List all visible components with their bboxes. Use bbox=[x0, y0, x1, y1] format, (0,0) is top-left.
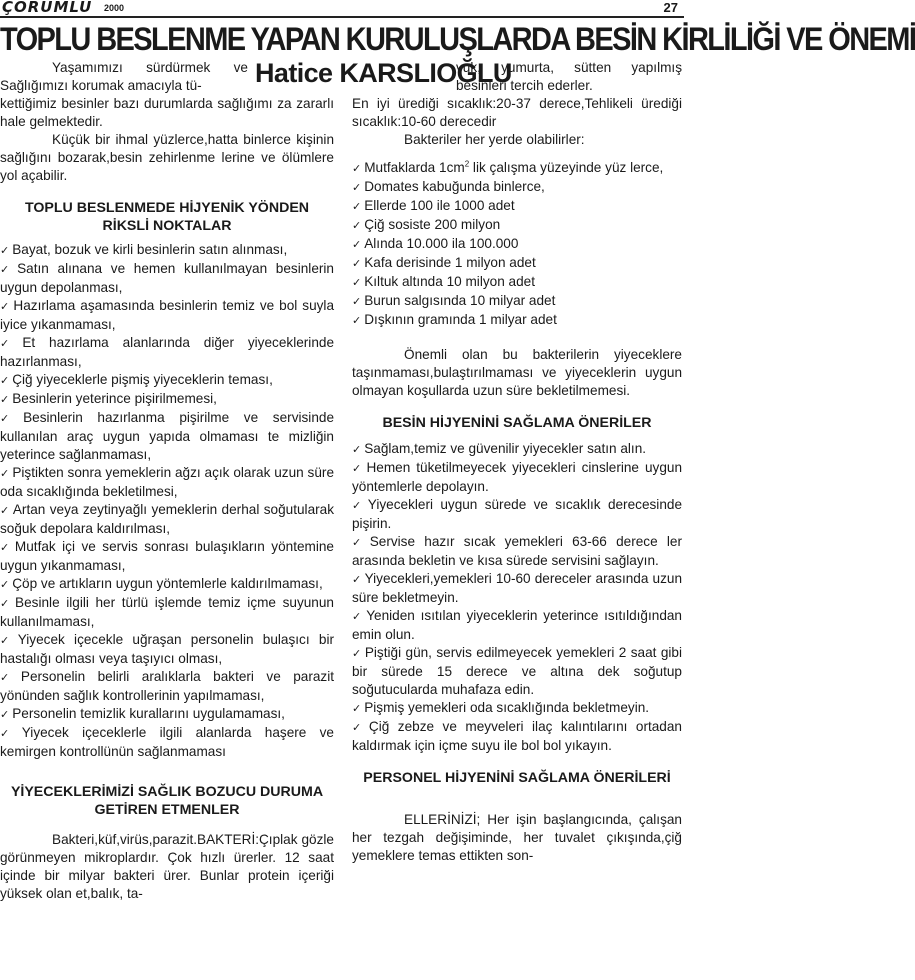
location-item bbox=[352, 178, 682, 197]
location-item-text: Dışkının gramında 1 milyar adet bbox=[364, 312, 557, 327]
check-icon: ✓ bbox=[352, 315, 362, 327]
check-icon: ✓ bbox=[352, 201, 362, 213]
spacer bbox=[0, 185, 334, 199]
spacer bbox=[0, 819, 334, 831]
location-item bbox=[352, 197, 682, 216]
location-item: ✓ Mutfaklarda $1cm^2$ lik çalışma yüzeyinde yüz lerce, bbox=[352, 159, 664, 175]
suggestion-item bbox=[352, 644, 682, 699]
continuation-paragraph: vuk, yumurta, sütten yapılmış besinleri tercih ederler. bbox=[456, 60, 682, 93]
risk-item bbox=[0, 390, 334, 409]
risk-item bbox=[0, 724, 334, 761]
risk-item-text: Personelin temizlik kurallarını uygulamaması, bbox=[12, 706, 285, 721]
location-item bbox=[352, 216, 682, 235]
risk-item bbox=[0, 668, 334, 705]
risk-item bbox=[0, 594, 334, 631]
risk-item-text: Besinle ilgili her türlü işlemde temiz içme suyunun kullanılmaması, bbox=[0, 595, 334, 629]
check-icon: ✓ bbox=[0, 394, 10, 406]
check-icon: ✓ bbox=[0, 709, 10, 721]
location-item-text: Alında 10.000 ila 100.000 bbox=[364, 236, 519, 251]
suggestion-item bbox=[352, 607, 682, 644]
suggestion-item bbox=[352, 570, 682, 607]
check-icon: ✓ bbox=[0, 542, 12, 554]
risk-item bbox=[0, 501, 334, 538]
check-icon: ✓ bbox=[0, 468, 10, 480]
bacteria-location-intro: Bakteriler her yerde olabilirler: bbox=[404, 132, 585, 147]
risk-item-text: Yiyecek içecekle uğraşan personelin bulaşıcı bir hastalığı olması veya taşıyıcı olması, bbox=[0, 632, 334, 666]
personnel-paragraph: ELLERİNİZİ; Her işin başlangıcında, çalışan her tezgah değişiminde, her tuvalet çıkışında,çiğ yemeklere temas ettikten son- bbox=[352, 812, 682, 863]
risk-item-text: Yiyecek içeceklerle ilgili alanlarda haşere ve kemirgen kontrollünün sağlanmaması bbox=[0, 725, 334, 759]
suggestion-item bbox=[352, 440, 682, 459]
heading-harmful-factors: YİYECEKLERİMİZİ SAĞLIK BOZUCU DURUMA GETİREN ETMENLER bbox=[10, 784, 324, 818]
check-icon: ✓ bbox=[352, 296, 362, 308]
spacer bbox=[0, 761, 334, 783]
risk-item bbox=[0, 538, 334, 575]
location-item bbox=[352, 273, 682, 292]
suggestion-item-text: Hemen tüketilmeyecek yiyecekleri cinslerine uygun yöntemlerle depolayın. bbox=[352, 460, 683, 494]
suggestion-item-text: Servise hazır sıcak yemekleri 63-66 derece ler arasında bekletin ve kısa sürede servisini sağlayın. bbox=[352, 534, 683, 568]
check-icon: ✓ bbox=[0, 672, 18, 684]
risk-item bbox=[0, 705, 334, 724]
check-icon: ✓ bbox=[352, 444, 362, 456]
suggestion-item-text: Çiğ zebze ve meyveleri ilaç kalıntılarını ortadan kaldırmak için içme suyu ile bol bol yıkayın. bbox=[352, 719, 682, 753]
check-icon: ✓ bbox=[352, 611, 364, 623]
suggestion-item-text: Yiyecekleri uygun sürede ve sıcaklık derecesinde pişirin. bbox=[352, 497, 683, 531]
check-icon: ✓ bbox=[352, 258, 362, 270]
risk-item bbox=[0, 241, 334, 260]
page-number: 27 bbox=[663, 0, 678, 15]
intro-paragraph-1a: Yaşamımızı sürdürmek ve Sağlığımızı korumak amacıyla tü- bbox=[0, 60, 248, 93]
location-item bbox=[352, 292, 682, 311]
suggestion-item-text: Yeniden ısıtılan yiyeceklerin yeterince ısıtıldığından emin olun. bbox=[352, 608, 682, 642]
location-item bbox=[352, 235, 682, 254]
check-icon: ✓ bbox=[352, 574, 362, 586]
suggestion-item-text: Yiyecekleri,yemekleri 10-60 dereceler arasında uzun süre bekletmeyin. bbox=[352, 571, 683, 605]
spacer bbox=[352, 755, 682, 769]
risk-item bbox=[0, 260, 334, 297]
location-item-text: Kıltuk altında 10 milyon adet bbox=[364, 274, 535, 289]
article-title: TOPLU BESLENME YAPAN KURULUŞLARDA BESİN KİRLİLİĞİ VE ÖNEMİ bbox=[0, 22, 915, 58]
risk-item-text: Artan veya zeytinyağlı yemeklerin derhal soğutularak soğuk depolara kaldırılması, bbox=[0, 502, 335, 536]
spacer bbox=[352, 787, 682, 811]
risk-item bbox=[0, 631, 334, 668]
check-icon: ✓ bbox=[0, 413, 21, 425]
check-icon: ✓ bbox=[0, 264, 15, 276]
check-icon: ✓ bbox=[0, 579, 10, 591]
check-icon: ✓ bbox=[0, 375, 10, 387]
issue-year: 2000 bbox=[104, 3, 125, 13]
check-icon: ✓ bbox=[352, 722, 366, 734]
risk-item bbox=[0, 334, 334, 371]
header-rule bbox=[0, 16, 684, 18]
risk-item-text: Et hazırlama alanlarında diğer yiyeceklerinde hazırlanması, bbox=[0, 335, 335, 369]
suggestion-item bbox=[352, 533, 682, 570]
suggestion-item bbox=[352, 459, 682, 496]
suggestion-item bbox=[352, 718, 682, 755]
spacer bbox=[352, 400, 682, 414]
factors-paragraph: Bakteri,küf,virüs,parazit.BAKTERİ:Çıplak gözle görünmeyen mikroplardır. Çok hızlı ürerler. 12 saat içinde bir milyar bakteri ürer. Bunlar protein içeriği yüksek olan et,balık, ta- bbox=[0, 832, 334, 901]
risk-item-text: Çiğ yiyeceklerle pişmiş yiyeceklerin teması, bbox=[12, 372, 273, 387]
risk-list bbox=[0, 241, 334, 761]
risk-item bbox=[0, 371, 334, 390]
temperature-paragraph: En iyi ürediği sıcaklık:20-37 derece,Tehlikeli ürediği sıcaklık:10-60 derecedir bbox=[352, 96, 682, 129]
risk-item-text: Mutfak içi ve servis sonrası bulaşıkların yöntemine uygun yıkanmaması, bbox=[0, 539, 334, 573]
risk-item-text: Bayat, bozuk ve kirli besinlerin satın alınması, bbox=[12, 242, 288, 257]
check-icon: ✓ bbox=[0, 728, 19, 740]
risk-item-text: Hazırlama aşamasında besinlerin temiz ve bol suyla iyice yıkanmaması, bbox=[0, 298, 335, 332]
check-icon: ✓ bbox=[352, 239, 362, 251]
check-icon: ✓ bbox=[352, 182, 362, 194]
important-paragraph: Önemli olan bu bakterilerin yiyeceklere taşınmaması,bulaştırılmaması ve yiyeceklerin uygun olmayan koşullarda uzun süre bekletilmemesi. bbox=[352, 347, 682, 398]
right-column bbox=[352, 59, 682, 865]
location-item bbox=[352, 311, 682, 330]
location-item bbox=[352, 254, 682, 273]
spacer bbox=[352, 330, 682, 346]
suggestion-item bbox=[352, 699, 682, 718]
location-item-text: Ellerde 100 ile 1000 adet bbox=[364, 198, 515, 213]
check-icon: ✓ bbox=[352, 163, 362, 175]
spacer bbox=[352, 149, 682, 159]
check-icon: ✓ bbox=[352, 537, 367, 549]
risk-item-text: Piştikten sonra yemeklerin ağzı açık olarak uzun süre oda sıcaklığında bekletilmesi, bbox=[0, 465, 334, 499]
risk-item-text: Çöp ve artıkların uygun yöntemlerle kaldırılmaması, bbox=[12, 576, 323, 591]
location-item-text: Domates kabuğunda binlerce, bbox=[364, 179, 545, 194]
risk-item bbox=[0, 575, 334, 594]
suggestion-list bbox=[352, 440, 682, 755]
check-icon: ✓ bbox=[0, 598, 13, 610]
risk-item-text: Satın alınana ve hemen kullanılmayan besinlerin uygun depolanması, bbox=[0, 261, 334, 295]
location-item-text: Kafa derisinde 1 milyon adet bbox=[364, 255, 536, 270]
risk-item-text: Personelin belirli aralıklarla bakteri ve parazit yönünden sağlık kontrollerinin yapılmaması, bbox=[0, 669, 335, 703]
masthead-logo: ÇORUMLU bbox=[2, 0, 93, 16]
check-icon: ✓ bbox=[352, 220, 362, 232]
spacer bbox=[352, 432, 682, 440]
intro-paragraph-2: Küçük bir ihmal yüzlerce,hatta binlerce kişinin sağlığını bozarak,besin zehirlenme lerine ve ölümlere yol açabilir. bbox=[0, 132, 334, 183]
check-icon: ✓ bbox=[0, 301, 11, 313]
check-icon: ✓ bbox=[352, 500, 365, 512]
heading-food-hygiene: BESİN HİJYENİNİ SAĞLAMA ÖNERİLER bbox=[382, 415, 652, 431]
check-icon: ✓ bbox=[352, 463, 364, 475]
page-header bbox=[0, 0, 684, 18]
suggestion-item bbox=[352, 496, 682, 533]
check-icon: ✓ bbox=[0, 338, 20, 350]
check-icon: ✓ bbox=[0, 635, 15, 647]
risk-item bbox=[0, 297, 334, 334]
suggestion-item-text: Sağlam,temiz ve güvenilir yiyecekler satın alın. bbox=[364, 441, 647, 456]
risk-item-text: Besinlerin yeterince pişirilmemesi, bbox=[12, 391, 217, 406]
left-column bbox=[0, 59, 334, 903]
check-icon: ✓ bbox=[352, 277, 362, 289]
location-item-text: Burun salgısında 10 milyar adet bbox=[364, 293, 556, 308]
check-icon: ✓ bbox=[0, 245, 10, 257]
risk-item bbox=[0, 464, 334, 501]
check-icon: ✓ bbox=[352, 703, 362, 715]
intro-paragraph-1b: kettiğimiz besinler bazı durumlarda sağlığımı za zararlı hale gelmektedir. bbox=[0, 96, 334, 129]
location-list bbox=[352, 178, 682, 330]
suggestion-item-text: Piştiği gün, servis edilmeyecek yemekleri 2 saat gibi bir sürede 15 derece ve altına dek soğutup soğutucularda muhafaza edin. bbox=[352, 645, 682, 697]
risk-item-text: Besinlerin hazırlanma pişirilme ve servisinde kullanılan araç uygun yapıda olmaması te mizliğin yeterince sağlanmaması, bbox=[0, 410, 335, 462]
heading-personnel-hygiene: PERSONEL HİJYENİNİ SAĞLAMA ÖNERİLERİ bbox=[363, 770, 671, 786]
risk-item bbox=[0, 409, 334, 464]
suggestion-item-text: Pişmiş yemekleri oda sıcaklığında bekletmeyin. bbox=[364, 700, 650, 715]
article-author: Hatice KARSLIOĞLU bbox=[255, 58, 512, 88]
location-item-text: Çiğ sosiste 200 milyon bbox=[364, 217, 501, 232]
check-icon: ✓ bbox=[352, 648, 362, 660]
check-icon: ✓ bbox=[0, 505, 10, 517]
heading-risky-points: TOPLU BESLENMEDE HİJYENİK YÖNDEN RİKSLİ NOKTALAR bbox=[24, 200, 310, 234]
